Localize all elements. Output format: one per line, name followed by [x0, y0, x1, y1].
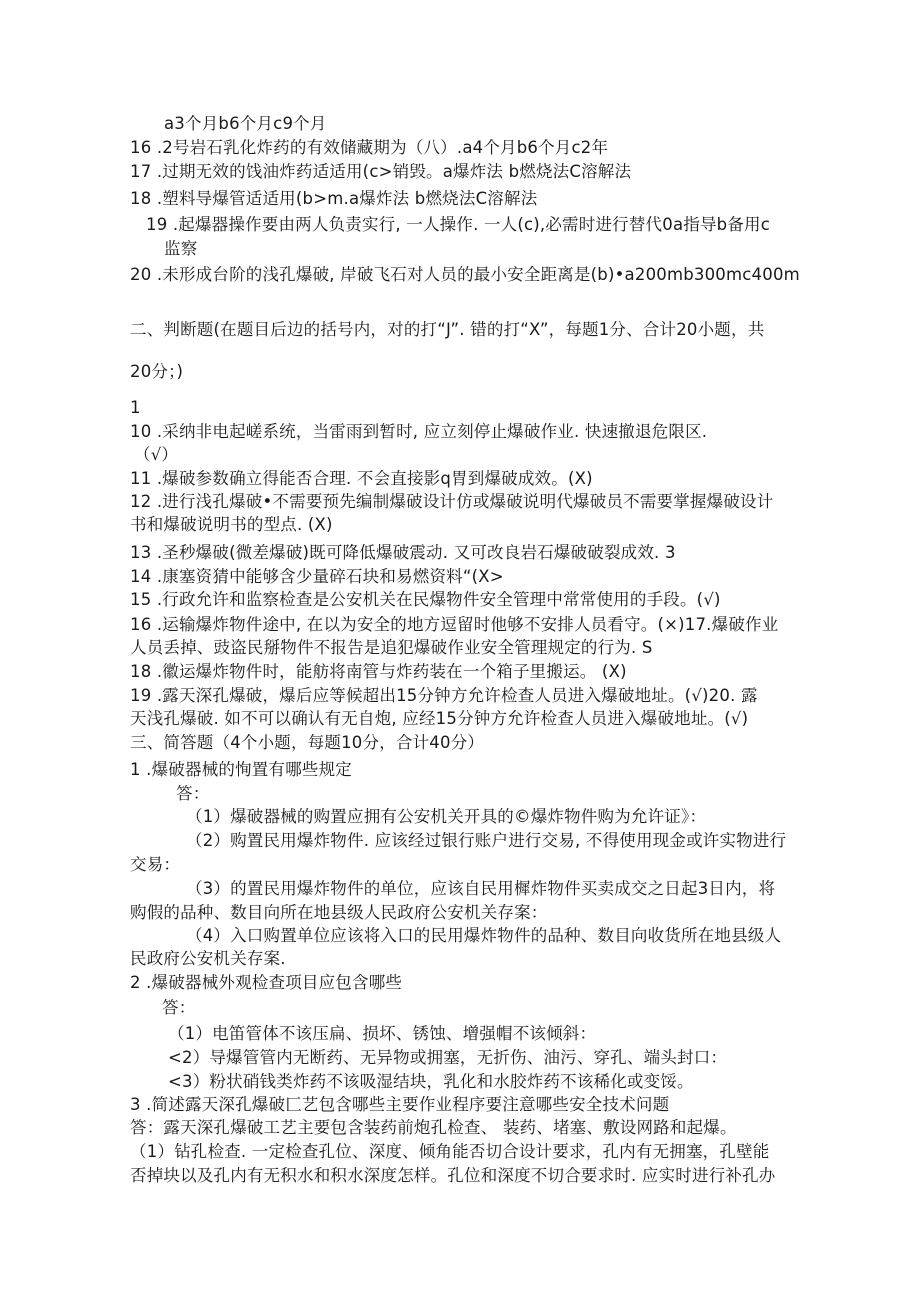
- text-line: <3）粉状硝钱类炸药不该吸湿结块，乳化和水胶炸药不该稀化或变馁。: [168, 1072, 694, 1091]
- text-line: 19 .露天深孔爆破，爆后应等候超出15分钟方允许检查人员进入爆破地址。(√)20. 露: [130, 686, 758, 705]
- text-line: （1）爆破器械的购置应拥有公安机关开具的©爆炸物件购为允许证》：: [186, 807, 707, 826]
- text-line: 否掉块以及孔内有无积水和积水深度怎样。孔位和深度不切合要求时. 应实时进行补孔办: [130, 1166, 776, 1185]
- text-line: 3 .简述露天深孔爆破匚艺包含哪些主要作业程序要注意哪些安全技术问题: [130, 1095, 670, 1114]
- text-line: 17 .过期无效的饯油炸药适适用(c>销毁。a爆炸法 b燃烧法C溶解法: [130, 162, 632, 181]
- text-line: 监察: [164, 239, 198, 258]
- text-line: 13 .圣秒爆破(微差爆破)既可降低爆破震动. 又可改良岩石爆破破裂成效. 3: [130, 543, 676, 562]
- text-line: 11 .爆破参数确立得能否合理. 不会直接影q胃到爆破成效。(X): [130, 469, 593, 488]
- text-line: a3个月b6个月c9个月: [164, 114, 327, 133]
- text-line: 人员丢掉、豉盗民掰物件不报告是追犯爆破作业安全管理规定的行为. S: [130, 638, 653, 657]
- section-heading: 三、简答题（4个小题，每题10分，合计40分）: [130, 733, 485, 752]
- text-line: （3）的置民用爆炸物件的单位，应该自民用樨炸物件买卖成交之日起3日内，将: [186, 879, 776, 898]
- text-line: 19 .起爆器操作要由两人负责实行, 一人操作. 一人(c),必需时进行替代0a指导b备用c: [146, 215, 771, 234]
- text-line: （√）: [134, 445, 179, 464]
- text-line: 答：: [162, 998, 196, 1017]
- text-line: 民政府公安机关存案.: [130, 949, 286, 968]
- text-line: 购假的品种、数目向所在地县级人民政府公安机关存案：: [130, 903, 548, 922]
- text-line: 16 .运输爆炸物件途中, 在以为安全的地方逗留时他够不安排人员看守。(×)17.爆破作业: [130, 615, 779, 634]
- text-line: 答：: [176, 784, 210, 803]
- text-line: 答：露天深孔爆破工艺主要包含装药前炮孔检查、 装药、堵塞、敷设网路和起爆。: [130, 1118, 737, 1137]
- text-line: 12 .进行浅孔爆破•不需要预先编制爆破设计仿或爆破说明代爆破员不需要掌握爆破设计: [130, 492, 774, 511]
- text-line: 16 .2号岩石乳化炸药的有效储藏期为（八）.a4个月b6个月c2年: [130, 138, 609, 157]
- text-line: 书和爆破说明书的型点. (X): [130, 515, 333, 534]
- text-line: 18 .塑料导爆管适适用(b>m.a爆炸法 b燃烧法C溶解法: [130, 189, 538, 208]
- text-line: <2）导爆管管内无断药、无异物或拥塞，无折伤、油污、穿孔、端头封口：: [168, 1048, 728, 1067]
- text-line: 天浅孔爆破. 如不可以确认有无自炮, 应经15分钟方允许检查人员进入爆破地址。(√): [130, 709, 749, 728]
- text-line: （2）购置民用爆炸物件. 应该经过银行账户进行交易, 不得使用现金或许实物进行: [186, 831, 787, 850]
- text-line: （1）钻孔检查. 一定检查孔位、深度、倾角能否切合设计要求，孔内有无拥塞，孔壁能: [130, 1142, 770, 1161]
- text-line: （4）入口购置单位应该将入口的民用爆炸物件的品种、数目向收货所在地县级人: [186, 926, 782, 945]
- text-line: 1 .爆破器械的恂置有哪些规定: [130, 760, 352, 779]
- text-line: 20 .未形成台阶的浅孔爆破, 岸破飞石对人员的最小安全距离是(b)•a200mb300mc400m: [130, 265, 800, 284]
- text-line: 2 .爆破器械外观检查项目应包含哪些: [130, 973, 403, 992]
- text-line: 14 .康塞资猜中能够含少量碎石块和易燃资料“(X>: [130, 567, 504, 586]
- text-line: 15 .行政允许和监察检查是公安机关在民爆物件安全管理中常常使用的手段。(√): [130, 590, 721, 609]
- text-line: （1）电笛管体不该压扁、损坏、锈蚀、增强帽不该倾斜：: [168, 1024, 597, 1043]
- text-line: 1: [130, 398, 141, 417]
- text-line: 交易：: [130, 855, 181, 874]
- section-heading: 二、判断题(在题目后边的括号内，对的打“J”. 错的打“X”，每题1分、合计20小题，共: [130, 320, 765, 339]
- text-line: 10 .采纳非电起嵯系统，当雷雨到暂时, 应立刻停止爆破作业. 快速撤退危限区.: [130, 422, 708, 441]
- text-line: 18 .徽运爆炸物件时，能舫将南管与炸药装在一个箱子里搬运。 (X): [130, 662, 627, 681]
- text-line: 20分；): [130, 362, 184, 381]
